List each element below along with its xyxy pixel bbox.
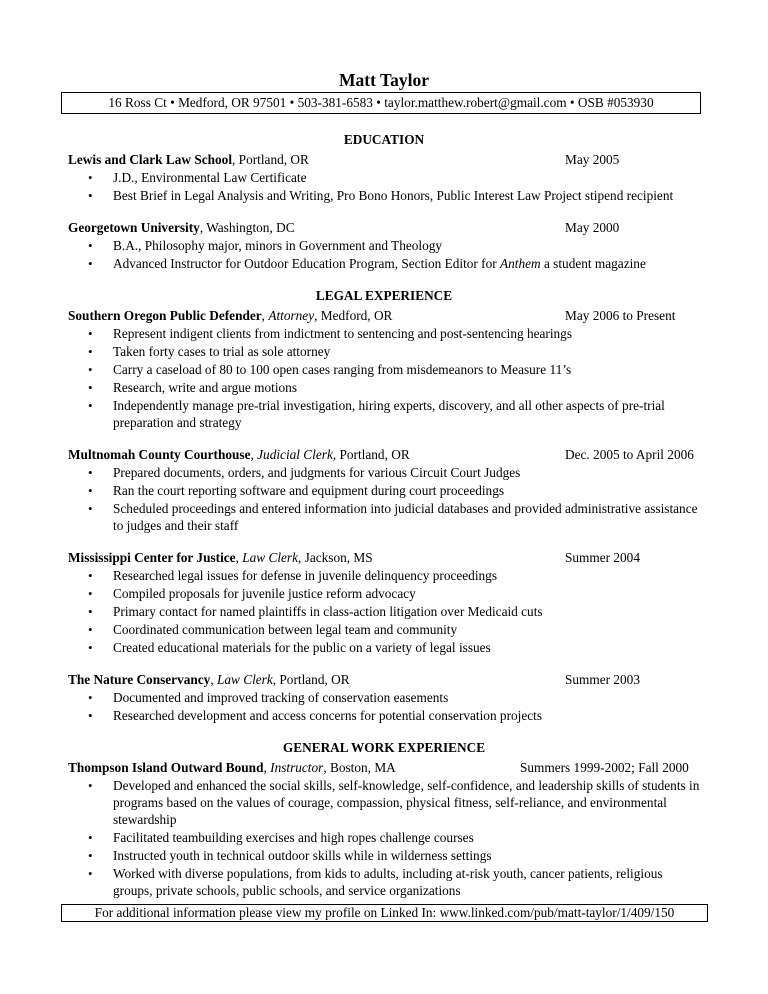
entry-header: Mississippi Center for Justice, Law Clerk, Jackson, MS Summer 2004: [68, 550, 640, 565]
entry-header: Thompson Island Outward Bound, Instructor, Boston, MA Summers 1999-2002; Fall 2000: [68, 760, 689, 775]
bullet-icon: •: [88, 256, 93, 271]
list-item: • Researched development and access concerns for potential conservation projects: [88, 708, 543, 723]
list-item: • Developed and enhanced the social skills, self-knowledge, self-confidence, and leadership skills of students in programs based on the values of courage, compassion, physical fitness, self-reliance, and environmental stewardship: [88, 778, 700, 827]
bullet-icon: •: [88, 501, 93, 516]
entry-date: Summer 2004: [565, 550, 640, 565]
entry-date: Summers 1999-2002; Fall 2000: [520, 760, 689, 775]
list-item: • Taken forty cases to trial as sole attorney: [88, 344, 331, 359]
entry-header: [68, 219, 700, 236]
entry-header: Southern Oregon Public Defender, Attorney, Medford, OR May 2006 to Present: [68, 308, 676, 323]
bullet-icon: •: [88, 326, 93, 341]
job-entry: [68, 671, 700, 724]
entry-date: Summer 2003: [565, 672, 640, 687]
employer-name: Multnomah County Courthouse: [68, 447, 251, 462]
bullet-icon: •: [88, 604, 93, 619]
bullet-list: [68, 169, 700, 204]
bullet-list: [68, 689, 700, 724]
list-item: • Coordinated communication between legal team and community: [88, 622, 458, 637]
school-location: , Portland, OR: [232, 152, 309, 167]
entry-header: Multnomah County Courthouse, Judicial Clerk, Portland, OR Dec. 2005 to April 2006: [68, 447, 694, 462]
entry-header: [68, 151, 700, 168]
section-title-legal-experience: LEGAL EXPERIENCE: [315, 288, 453, 303]
school-name: Georgetown University: [68, 220, 200, 235]
bullet-list: [68, 464, 700, 534]
linkedin-footer: For additional information please view my profile on Linked In: www.linked.com/pub/matt-taylor/1/409/150: [61, 904, 708, 922]
entry-header: The Nature Conservancy, Law Clerk, Portland, OR Summer 2003: [68, 672, 640, 687]
list-item: • Documented and improved tracking of conservation easements: [88, 690, 449, 705]
employer-name: Thompson Island Outward Bound: [68, 760, 264, 775]
list-item: • Scheduled proceedings and entered information into judicial databases and provided administrative assistance to judges and their staff: [88, 501, 698, 533]
entry-date: May 2000: [565, 220, 620, 235]
candidate-name: Matt Taylor: [339, 70, 429, 90]
job-role: Instructor: [270, 760, 324, 775]
bullet-icon: •: [88, 866, 93, 881]
job-role: Law Clerk: [242, 550, 298, 565]
list-item: • Independently manage pre-trial investigation, hiring experts, discovery, and all other aspects of pre-trial preparation and strategy: [88, 398, 665, 430]
bullet-icon: •: [88, 238, 93, 253]
school-name: Lewis and Clark Law School: [68, 152, 233, 167]
bullet-list: [68, 325, 700, 431]
employer-name: The Nature Conservancy: [68, 672, 211, 687]
entry-date: Dec. 2005 to April 2006: [565, 447, 694, 462]
job-role: Judicial Clerk: [257, 447, 333, 462]
bullet-icon: •: [88, 188, 93, 203]
entry-date: May 2006 to Present: [565, 308, 676, 323]
education-entry: [68, 219, 700, 272]
bullet-list: [68, 777, 700, 899]
magazine-title: Anthem: [500, 256, 541, 271]
job-entry: [68, 307, 700, 431]
list-item: • Primary contact for named plaintiffs in class-action litigation over Medicaid cuts: [88, 604, 543, 619]
job-location: , Boston, MA: [323, 760, 396, 775]
job-entry: [68, 549, 700, 656]
bullet-icon: •: [88, 586, 93, 601]
list-item: • Created educational materials for the public on a variety of legal issues: [88, 640, 491, 655]
bullet-icon: •: [88, 708, 93, 723]
bullet-icon: •: [88, 344, 93, 359]
bullet-icon: •: [88, 640, 93, 655]
job-role: Attorney: [268, 308, 315, 323]
bullet-list: [68, 567, 700, 656]
list-item: • Represent indigent clients from indictment to sentencing and post-sentencing hearings: [88, 326, 572, 341]
list-item: • Research, write and argue motions: [88, 380, 298, 395]
list-item: • Instructed youth in technical outdoor skills while in wilderness settings: [88, 848, 492, 863]
bullet-icon: •: [88, 568, 93, 583]
list-item: • Carry a caseload of 80 to 100 open cases ranging from misdemeanors to Measure 11’s: [88, 362, 572, 377]
job-entry: [68, 446, 700, 534]
resume-page: [68, 70, 700, 914]
school-location: , Washington, DC: [199, 220, 295, 235]
list-item: • Facilitated teambuilding exercises and high ropes challenge courses: [88, 830, 474, 845]
job-location: , Jackson, MS: [298, 550, 373, 565]
list-item: • Researched legal issues for defense in juvenile delinquency proceedings: [88, 568, 497, 583]
list-item: • B.A., Philosophy major, minors in Government and Theology: [88, 238, 443, 253]
list-item: • Prepared documents, orders, and judgments for various Circuit Court Judges: [88, 465, 521, 480]
bullet-icon: •: [88, 362, 93, 377]
section-title-education: EDUCATION: [343, 132, 425, 147]
bullet-icon: •: [88, 830, 93, 845]
contact-line: 16 Ross Ct • Medford, OR 97501 • 503-381-6583 • taylor.matthew.robert@gmail.com • OSB #053930: [61, 92, 701, 114]
job-location: , Medford, OR: [314, 308, 393, 323]
bullet-icon: •: [88, 848, 93, 863]
job-location: , Portland, OR: [332, 447, 410, 462]
entry-date: May 2005: [565, 152, 620, 167]
education-entry: [68, 151, 700, 204]
list-item: • Advanced Instructor for Outdoor Education Program, Section Editor for Anthem a student magazine: [88, 256, 646, 271]
list-item: • J.D., Environmental Law Certificate: [88, 170, 307, 185]
employer-name: Mississippi Center for Justice: [68, 550, 236, 565]
list-item: • Best Brief in Legal Analysis and Writing, Pro Bono Honors, Public Interest Law Project stipend recipient: [88, 188, 674, 203]
bullet-icon: •: [88, 170, 93, 185]
bullet-icon: •: [88, 622, 93, 637]
bullet-icon: •: [88, 380, 93, 395]
list-item: • Worked with diverse populations, from kids to adults, including at-risk youth, cancer patients, religious groups, private schools, public schools, and service organizations: [88, 866, 663, 898]
bullet-list: [68, 237, 700, 272]
list-item: • Compiled proposals for juvenile justice reform advocacy: [88, 586, 416, 601]
bullet-icon: •: [88, 690, 93, 705]
job-entry: [68, 759, 700, 899]
bullet-icon: •: [88, 465, 93, 480]
job-location: , Portland, OR: [272, 672, 350, 687]
employer-name: Southern Oregon Public Defender: [68, 308, 262, 323]
section-title-general-work-experience: GENERAL WORK EXPERIENCE: [282, 740, 486, 755]
bullet-icon: •: [88, 483, 93, 498]
list-item: • Ran the court reporting software and equipment during court proceedings: [88, 483, 505, 498]
job-role: Law Clerk: [216, 672, 273, 687]
bullet-icon: •: [88, 398, 93, 413]
bullet-icon: •: [88, 778, 93, 793]
